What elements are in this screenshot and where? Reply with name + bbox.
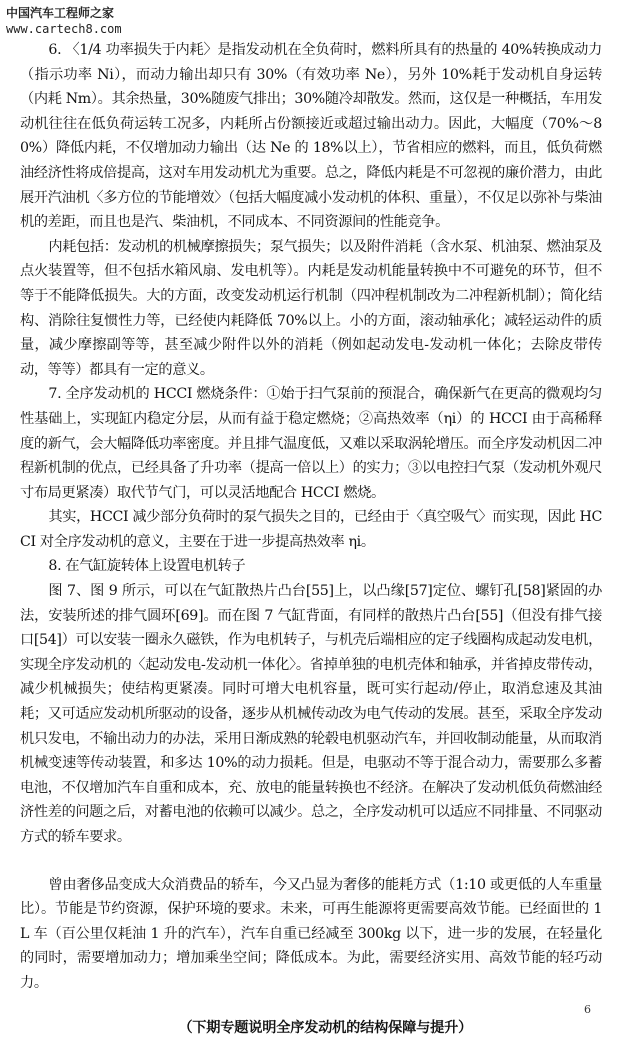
paragraph-conclusion: 曾由奢侈品变成大众消费品的轿车，今又凸显为奢侈的能耗方式（1:10 或更低的人车重量比）。节能是节约资源，保护环境的要求。未来，可再生能源将更需要高效节能。已经面世的 1L 车（百公里仅耗油 1 升的汽车），汽车自重已经减至 300kg 以下，进一步的发展，在轻量化的同时，需要增加动力；增加乘坐空间；降低成本。为此，需要经济实用、高效节能的轻巧动力。: [20, 876, 602, 991]
watermark-site-name: 中国汽车工程师之家: [6, 6, 115, 20]
next-issue-note: （下期专题说明全序发动机的结构保障与提升）: [178, 1019, 473, 1036]
paragraph-hcci-meaning: 其实，HCCI 减少部分负荷时的泵气损失之目的，已经由于〈真空吸气〉而实现，因此 HCCI 对全序发动机的意义，主要在于进一步提高热效率 ηi。: [20, 509, 602, 550]
paragraph-internal-loss: 内耗包括：发动机的机械摩擦损失；泵气损失；以及附件消耗（含水泵、机油泵、燃油泵及点火装置等，但不包括水箱风扇、发电机等）。内耗是发动机能量转换中不可避免的环节，但不等于不能降低损失。大的方面，改变发动机运行机制（四冲程机制改为二冲程新机制）；简化结构、消除往复惯性力等，已经使内耗降低 70%以上。小的方面，滚动轴承化；减轻运动件的质量，减少摩擦副等等，甚至减少附件以外的消耗（例如起动发电-发动机一体化；去除皮带传动，等等）都具有一定的意义。: [20, 238, 602, 378]
page-number: 6: [584, 1003, 591, 1016]
watermark-url: www.cartech8.com: [6, 22, 122, 36]
paragraph-section-6: 6. 〈1/4 功率损失于内耗〉是指发动机在全负荷时，燃料所具有的热量的 40%转换成动力（指示功率 Ni），而动力输出却只有 30%（有效功率 Ne），另外 10%耗于发动机自身运转（内耗 Nm）。其余热量，30%随废气排出；30%随冷却散发。然而，这仅是一种概括，车用发动机往往在低负荷运转工况多，内耗所占份额接近或超过输出动力。因此，大幅度（70%～80%）降低内耗，不仅增加动力输出（达 Ne 的 18%以上），节省相应的燃料，而且，低负荷燃油经济性将成倍提高，这对车用发动机尤为重要。总之，降低内耗是不可忽视的廉价潜力，由此展开汽油机〈多方位的节能增效〉（包括大幅度减小发动机的体积、重量），不仅足以弥补与柴油机的差距，而且也是汽、柴油机，不同成本、不同资源间的性能竞争。: [20, 42, 602, 231]
document-body: [20, 38, 602, 1040]
section-8-heading: 8. 在气缸旋转体上设置电机转子: [48, 558, 246, 575]
paragraph-motor-rotor: 图 7、图 9 所示，可以在气缸散热片凸台[55]上，以凸缘[57]定位、螺钉孔[58]紧固的办法，安装所述的排气圆环[69]。而在图 7 气缸背面，有同样的散热片凸台[55]（但没有排气接口[54]）可以安装一圈永久磁铁，作为电机转子，与机壳后端相应的定子线圈构成起动发电机，实现全序发动机的〈起动发电-发动机一体化〉。省掉单独的电机壳体和轴承，并省掉皮带传动，减少机械损失；使结构更紧凑。同时可增大电机容量，既可实行起动/停止，取消怠速及其油耗；又可适应发动机所驱动的设备，逐步从机械传动改为电气传动的发展。甚至，采取全序发动机只发电，不输出动力的办法，采用日渐成熟的轮毂电机驱动汽车，并回收制动能量，从而取消机械变速等传动装置，和多达 10%的动力损耗。但是，电驱动不等于混合动力，需要那么多蓄电池，不仅增加汽车自重和成本，充、放电的能量转换也不经济。在解决了发动机低负荷燃油经济性差的问题之后，对蓄电池的依赖可以减少。总之，全序发动机可以适应不同排量、不同驱动方式的轿车要求。: [20, 583, 602, 845]
paragraph-section-7-hcci: 7. 全序发动机的 HCCI 燃烧条件：①始于扫气泵前的预混合，确保新气在更高的微观均匀性基础上，实现缸内稳定分层，从而有益于稳定燃烧；②高热效率（ηi）的 HCCI 由于高稀释度的新气，会大幅降低功率密度。并且排气温度低，又难以采取涡轮增压。而全序发动机因二冲程新机制的优点，已经具备了升功率（提高一倍以上）的实力；③以电控扫气泵（发动机外观尺寸布局更紧凑）取代节气门，可以灵活地配合 HCCI 燃烧。: [20, 386, 602, 501]
